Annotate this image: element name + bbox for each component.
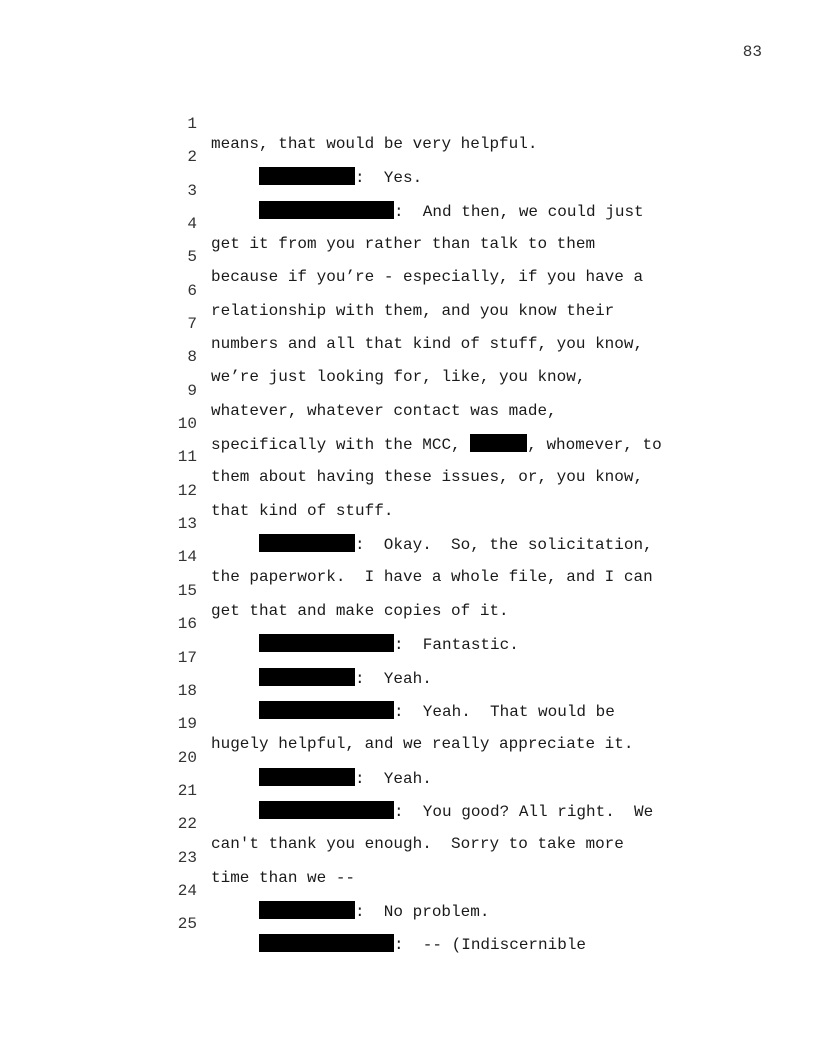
line-number: 17 (177, 648, 197, 667)
line-number: 7 (187, 315, 197, 334)
line-text: : And then, we could just (394, 202, 644, 221)
transcript-line (0, 761, 816, 821)
line-text: : Fantastic. (394, 636, 519, 655)
line-text: : Yeah. (355, 769, 432, 788)
transcript-line (0, 561, 816, 620)
line-number: 16 (177, 615, 197, 634)
line-number: 8 (187, 348, 197, 367)
transcript-line (0, 194, 816, 254)
line-text: numbers and all that kind of stuff, you know, (211, 335, 644, 354)
line-text: them about having these issues, or, you know, (211, 468, 644, 487)
line-number: 13 (177, 515, 197, 534)
line-number: 3 (187, 181, 197, 200)
line-text: : You good? All right. We (394, 802, 654, 821)
line-text: hugely helpful, and we really appreciate it. (211, 735, 634, 754)
transcript-line (0, 728, 816, 788)
line-number: 20 (177, 748, 197, 767)
line-text: : Okay. So, the solicitation, (355, 536, 653, 555)
line-text: relationship with them, and you know their (211, 301, 615, 320)
line-text: get that and make copies of it. (211, 601, 509, 620)
line-number: 22 (177, 815, 197, 834)
line-number: 5 (187, 248, 197, 267)
line-text: we’re just looking for, like, you know, (211, 368, 586, 387)
line-number: 11 (177, 448, 197, 467)
line-number: 6 (187, 281, 197, 300)
transcript-line (0, 294, 816, 354)
line-number: 10 (177, 415, 197, 434)
line-text: : Yeah. That would be (394, 702, 615, 721)
speaker-redaction (259, 934, 394, 952)
line-text: the paperwork. I have a whole file, and I can (211, 568, 653, 587)
line-number: 4 (187, 215, 197, 234)
speaker-line (259, 934, 586, 955)
transcript-line (0, 694, 816, 754)
transcript-line (0, 861, 816, 921)
line-text: : -- (Indiscernible (394, 936, 587, 955)
line-text: : Yes. (355, 169, 423, 188)
line-text-after: , whomever, to (527, 436, 662, 455)
transcript-line (0, 94, 816, 153)
transcript-line (0, 894, 816, 955)
line-text: because if you’re - especially, if you have a (211, 268, 644, 287)
transcript-line (0, 261, 816, 320)
transcript-line (0, 461, 816, 520)
line-number: 24 (177, 881, 197, 900)
transcript-line (0, 828, 816, 887)
transcript-body (0, 94, 816, 955)
transcript-line (0, 628, 816, 688)
line-number: 14 (177, 548, 197, 567)
line-text-before: specifically with the MCC, (211, 436, 471, 455)
transcript-line (0, 127, 816, 188)
line-text: : Yeah. (355, 669, 432, 688)
transcript-line (0, 527, 816, 587)
line-number: 25 (177, 915, 197, 934)
line-number: 21 (177, 781, 197, 800)
line-number: 2 (187, 148, 197, 167)
transcript-line (0, 327, 816, 387)
transcript-line (0, 594, 816, 655)
line-text: : No problem. (355, 902, 490, 921)
line-number: 1 (187, 115, 197, 133)
line-text: whatever, whatever contact was made, (211, 401, 557, 420)
line-number: 18 (177, 681, 197, 700)
transcript-line (0, 427, 816, 487)
transcript-line (0, 227, 816, 287)
transcript-line (0, 394, 816, 455)
transcript-line (0, 494, 816, 555)
line-text: that kind of stuff. (211, 501, 394, 520)
line-text: time than we -- (211, 868, 356, 887)
transcript-line (0, 794, 816, 854)
line-text: get it from you rather than talk to them (211, 235, 596, 254)
transcript-line (0, 361, 816, 420)
line-text: can't thank you enough. Sorry to take more (211, 835, 624, 854)
line-text: means, that would be very helpful. (211, 135, 538, 153)
transcript-line (0, 161, 816, 221)
page-number: 83 (742, 43, 762, 61)
line-number: 19 (177, 715, 197, 734)
line-number: 23 (177, 848, 197, 867)
line-number: 15 (177, 581, 197, 600)
transcript-line (0, 661, 816, 721)
line-number: 12 (177, 481, 197, 500)
line-number: 9 (187, 381, 197, 400)
